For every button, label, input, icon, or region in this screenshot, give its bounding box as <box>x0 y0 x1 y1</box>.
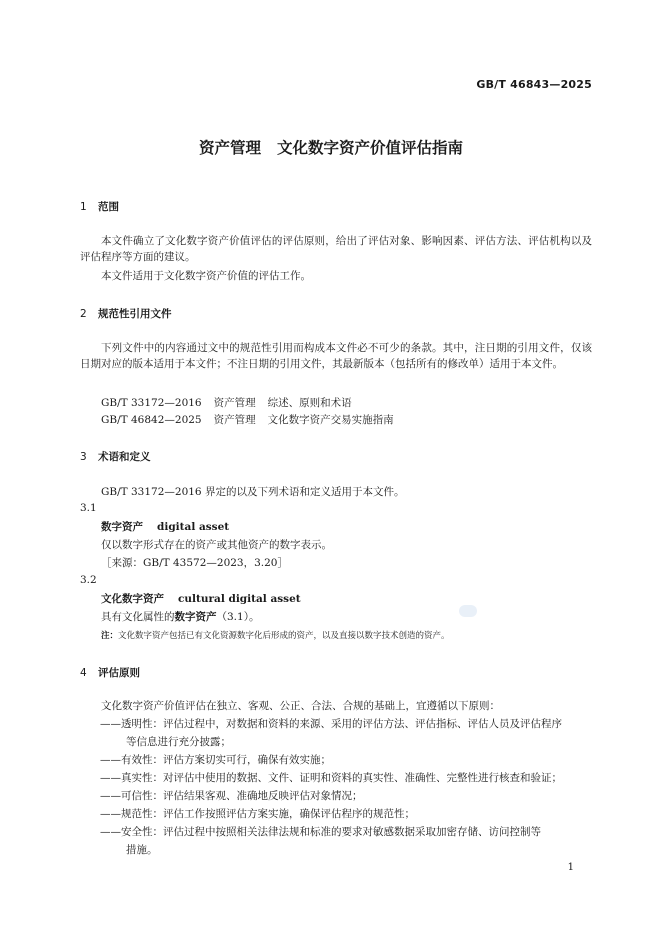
section-2-heading: 2 规范性引用文件 <box>80 308 172 320</box>
term-1-definition: 仅以数字形式存在的资产或其他资产的数字表示。 <box>101 539 332 551</box>
principle-item-6-cont: 措施。 <box>126 844 158 856</box>
page-title <box>0 136 662 158</box>
principle-item-5: ——规范性：评估工作按照评估方案实施，确保评估程序的规范性； <box>100 808 415 820</box>
section-3-heading: 3 术语和定义 <box>80 451 151 463</box>
watermark-logo <box>459 605 477 617</box>
term-2-number: 3.2 <box>80 574 97 586</box>
term-2-definition: 具有文化属性的数字资产（3.1）。 <box>101 611 260 623</box>
principle-item-1: ——透明性：评估过程中，对数据和资料的来源、采用的评估方法、评估指标、评估人员及评估程序 <box>100 718 562 730</box>
principle-item-6: ——安全性：评估过程中按照相关法律法规和标准的要求对敏感数据采取加密存储、访问控制等 <box>100 826 541 838</box>
reference-1: GB/T 33172—2016 资产管理 综述、原则和术语 <box>101 397 352 409</box>
title-part-2: 文化数字资产价值评估指南 <box>277 139 464 157</box>
reference-2: GB/T 46842—2025 资产管理 文化数字资产交易实施指南 <box>101 414 394 426</box>
section-3-intro: GB/T 33172—2016 界定的以及下列术语和定义适用于本文件。 <box>101 486 405 498</box>
term-1-heading: 数字资产 digital asset <box>101 521 230 533</box>
title-part-1: 资产管理 <box>198 139 261 157</box>
principle-item-1-cont: 等信息进行充分披露； <box>126 736 231 748</box>
page-number: 1 <box>567 862 574 873</box>
term-2-note: 注：文化数字资产包括已有文化资源数字化后形成的资产，以及直接以数字技术创造的资产。 <box>101 631 450 641</box>
principle-item-2: ——有效性：评估方案切实可行，确保有效实施； <box>100 754 331 766</box>
section-2-para: 下列文件中的内容通过文中的规范性引用而构成本文件必不可少的条款。其中，注日期的引用文件，仅该日期对应的版本适用于本文件；不注日期的引用文件，其最新版本（包括所有的修改单）适用于本文件。 <box>80 342 592 370</box>
section-1-heading: 1 范围 <box>80 201 119 213</box>
term-1-source: ［来源：GB/T 43572—2023，3.20］ <box>101 557 288 569</box>
section-4-intro: 文化数字资产价值评估在独立、客观、公正、合法、合规的基础上，宜遵循以下原则： <box>101 700 500 712</box>
principle-item-4: ——可信性：评估结果客观、准确地反映评估对象情况； <box>100 790 363 802</box>
section-4-heading: 4 评估原则 <box>80 667 140 679</box>
section-1-para-1: 本文件确立了文化数字资产价值评估的评估原则，给出了评估对象、影响因素、评估方法、评估机构以及评估程序等方面的建议。 <box>80 235 592 263</box>
section-1-para-2: 本文件适用于文化数字资产价值的评估工作。 <box>101 270 311 282</box>
term-2-heading: 文化数字资产 cultural digital asset <box>101 593 301 605</box>
principle-item-3: ——真实性：对评估中使用的数据、文件、证明和资料的真实性、准确性、完整性进行核查和验证； <box>100 772 562 784</box>
term-1-number: 3.1 <box>80 502 97 514</box>
standard-number: GB/T 46843—2025 <box>476 78 592 91</box>
